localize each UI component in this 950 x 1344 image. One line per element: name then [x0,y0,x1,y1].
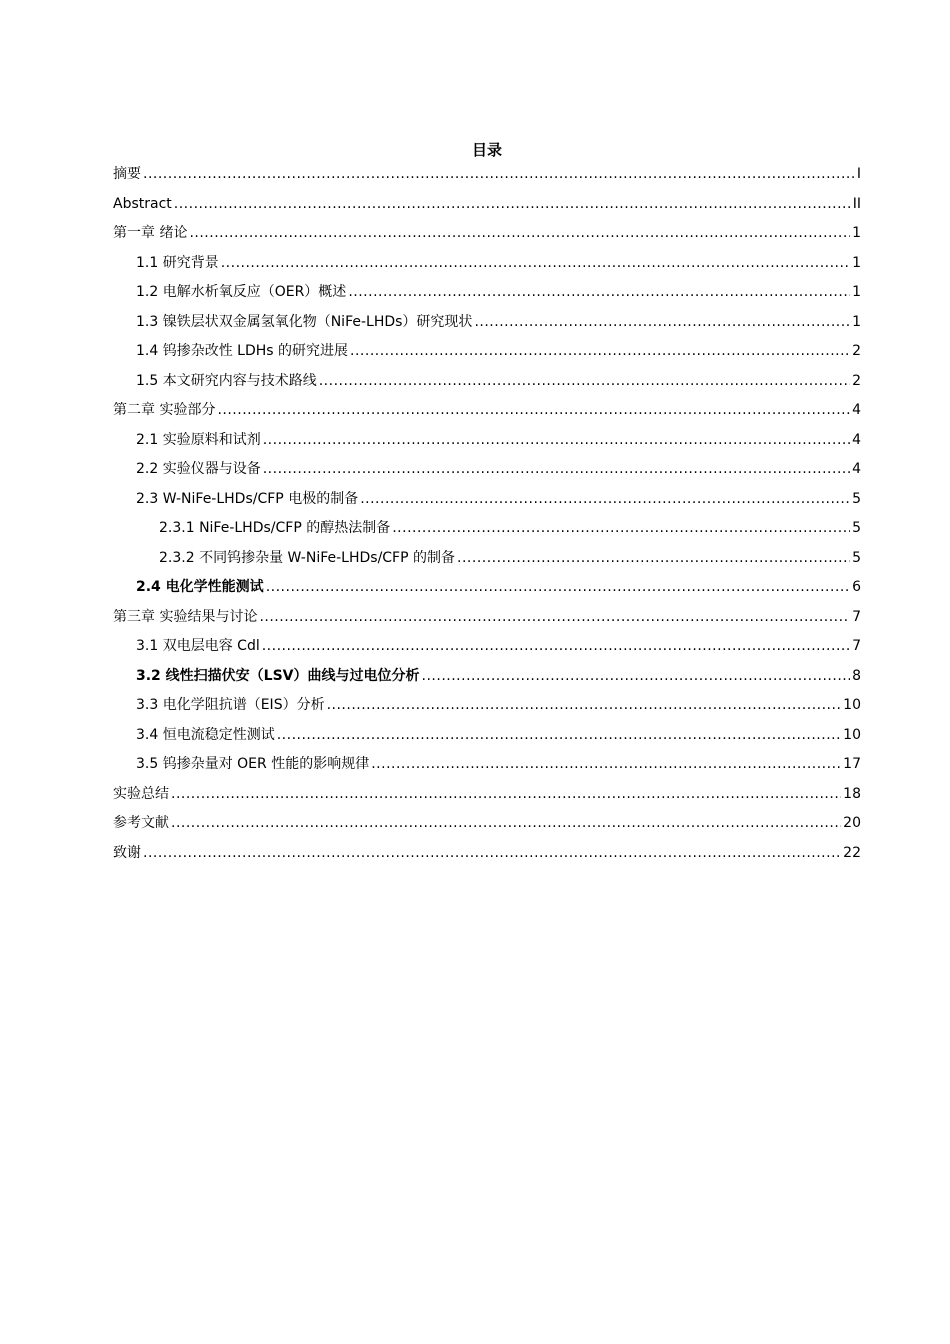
toc-entry-label: 1.3 镍铁层状双金属氢氧化物（NiFe-LHDs）研究现状 [136,313,473,330]
toc-dot-leader [422,662,851,692]
toc-entry[interactable] [113,308,861,338]
toc-entry[interactable] [113,721,861,751]
toc-entry-label: 1.4 钨掺杂改性 LDHs 的研究进展 [136,343,349,359]
toc-entry[interactable] [113,662,861,692]
table-of-contents [113,160,861,868]
toc-entry-page-number: 8 [852,667,861,684]
toc-entry-page-number: 5 [852,490,861,507]
toc-entry-page-number: 18 [843,785,861,802]
toc-dot-leader [174,190,851,220]
toc-entry-label: 2.3 W-NiFe-LHDs/CFP 电极的制备 [136,490,359,507]
toc-entry[interactable] [113,337,861,367]
toc-entry-label: 3.5 钨掺杂量对 OER 性能的影响规律 [136,756,370,772]
toc-dot-leader [319,367,850,397]
toc-dot-leader [327,691,842,721]
toc-entry-page-number: 4 [852,431,861,448]
toc-dot-leader [263,426,850,456]
toc-entry[interactable] [113,780,861,810]
toc-entry-page-number: 22 [843,844,861,861]
toc-entry[interactable] [113,632,861,662]
toc-entry-page-number: 6 [852,579,861,595]
toc-entry-label: 第二章 实验部分 [113,402,216,418]
toc-entry-label: 第三章 实验结果与讨论 [113,608,258,625]
toc-entry-page-number: 2 [852,372,861,389]
toc-dot-leader [371,750,841,780]
toc-dot-leader [171,780,841,810]
toc-entry[interactable] [113,249,861,279]
toc-entry-page-number: 17 [843,756,861,772]
toc-entry-page-number: II [852,195,861,212]
toc-entry-label: 2.1 实验原料和试剂 [136,431,261,448]
toc-entry-page-number: 7 [852,608,861,625]
toc-entry-page-number: 2 [852,343,861,359]
toc-dot-leader [262,632,850,662]
toc-entry[interactable] [113,278,861,308]
toc-entry-label: 参考文献 [113,815,169,831]
toc-entry[interactable] [113,839,861,869]
toc-dot-leader [277,721,841,751]
toc-entry-label: 摘要 [113,166,141,182]
toc-entry[interactable] [113,573,861,603]
toc-entry-label: 3.3 电化学阻抗谱（EIS）分析 [136,697,325,713]
toc-entry-label: 致谢 [113,844,141,861]
toc-entry[interactable] [113,514,861,544]
toc-title: 目录 [471,141,502,159]
toc-entry-page-number: 5 [852,549,861,566]
toc-entry-label: 3.1 双电层电容 Cdl [136,638,260,654]
toc-entry-label: 2.2 实验仪器与设备 [136,461,261,477]
toc-dot-leader [189,219,850,249]
toc-entry-label: 2.4 电化学性能测试 [136,579,264,595]
toc-entry-label: 1.5 本文研究内容与技术路线 [136,372,317,389]
toc-entry-page-number: I [856,166,861,182]
toc-dot-leader [217,396,850,426]
toc-dot-leader [457,544,850,574]
toc-dot-leader [143,839,841,869]
toc-entry-label: 2.3.2 不同钨掺杂量 W-NiFe-LHDs/CFP 的制备 [159,549,456,566]
toc-dot-leader [266,573,850,603]
toc-dot-leader [474,308,850,338]
toc-entry-label: 第一章 绪论 [113,225,188,241]
toc-entry[interactable] [113,160,861,190]
toc-entry-page-number: 10 [843,697,861,713]
toc-entry-page-number: 7 [852,638,861,654]
toc-dot-leader [348,278,850,308]
toc-dot-leader [171,809,841,839]
toc-dot-leader [259,603,850,633]
toc-dot-leader [263,455,850,485]
toc-entry-page-number: 20 [843,815,861,831]
toc-dot-leader [143,160,855,190]
toc-dot-leader [350,337,850,367]
toc-entry-label: Abstract [113,195,172,212]
toc-entry[interactable] [113,455,861,485]
toc-entry[interactable] [113,544,861,574]
toc-entry[interactable] [113,485,861,515]
toc-entry[interactable] [113,750,861,780]
toc-entry-label: 1.2 电解水析氧反应（OER）概述 [136,284,347,300]
toc-dot-leader [392,514,850,544]
toc-entry[interactable] [113,809,861,839]
toc-entry[interactable] [113,396,861,426]
toc-entry[interactable] [113,691,861,721]
toc-entry[interactable] [113,426,861,456]
toc-entry-page-number: 1 [852,284,861,300]
toc-entry-label: 3.4 恒电流稳定性测试 [136,726,275,743]
toc-entry-label: 1.1 研究背景 [136,254,219,271]
toc-entry-label: 3.2 线性扫描伏安（LSV）曲线与过电位分析 [136,667,420,684]
toc-entry-page-number: 1 [852,225,861,241]
toc-entry-label: 2.3.1 NiFe-LHDs/CFP 的醇热法制备 [159,520,391,536]
toc-dot-leader [360,485,850,515]
toc-entry-page-number: 5 [852,520,861,536]
toc-entry[interactable] [113,190,861,220]
toc-entry[interactable] [113,219,861,249]
toc-entry-page-number: 10 [843,726,861,743]
toc-entry-page-number: 1 [852,313,861,330]
toc-dot-leader [221,249,850,279]
toc-entry[interactable] [113,367,861,397]
toc-entry-page-number: 4 [852,402,861,418]
toc-entry[interactable] [113,603,861,633]
toc-entry-page-number: 1 [852,254,861,271]
toc-entry-label: 实验总结 [113,785,169,802]
toc-entry-page-number: 4 [852,461,861,477]
